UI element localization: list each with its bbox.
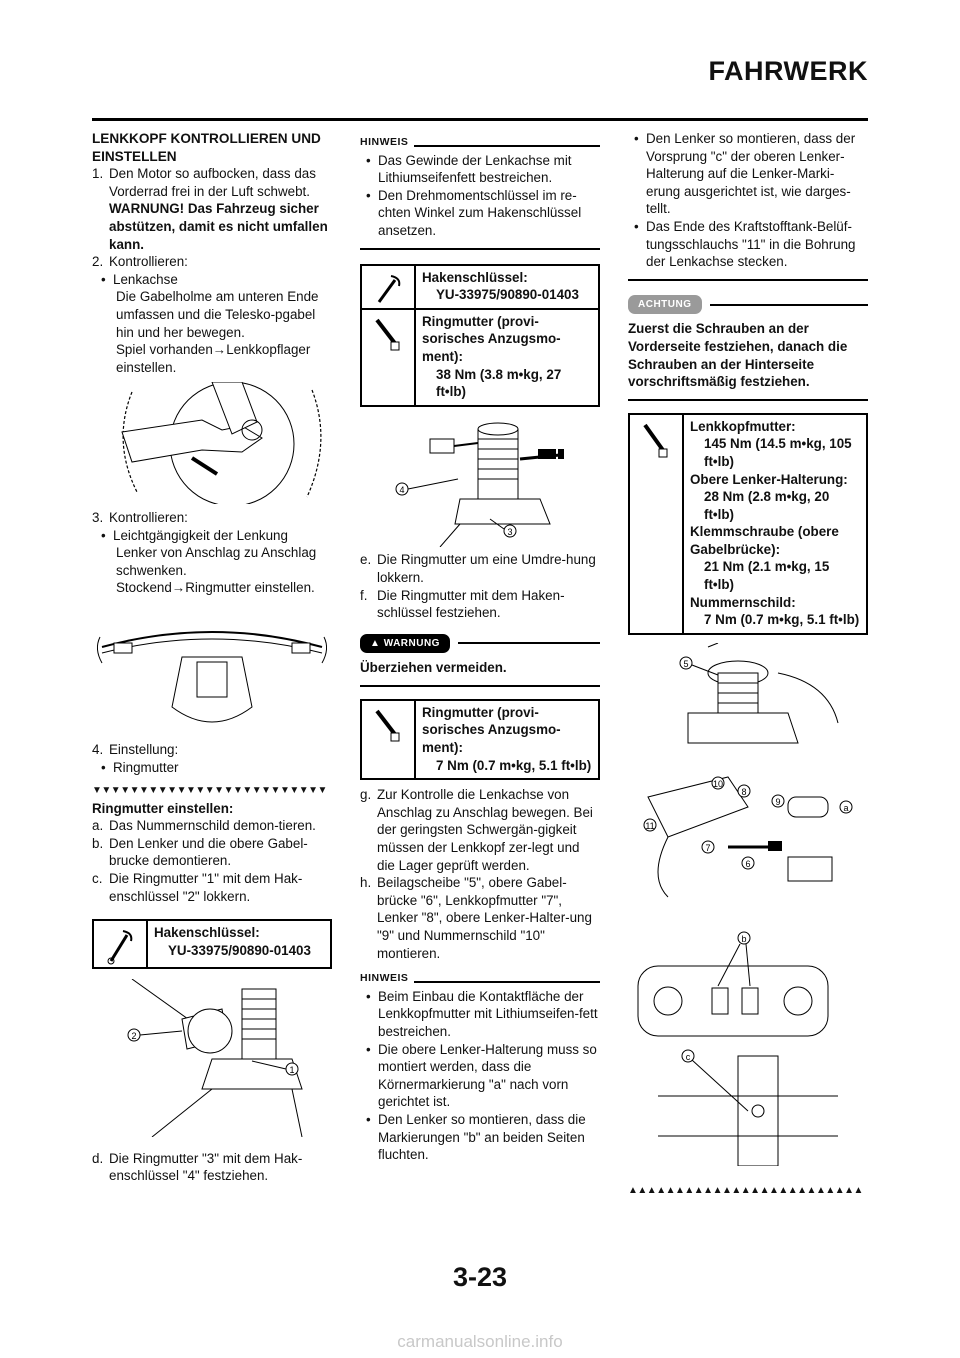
callout-8: 8 xyxy=(741,787,747,798)
bullet-lenkachse: • Lenkachse xyxy=(101,271,178,287)
sub-heading: Ringmutter einstellen: xyxy=(92,800,234,816)
figure-handlebar-turn xyxy=(92,607,332,737)
note-item: • Das Gewinde der Lenkachse mit Lithiumseifenfett bestreichen. xyxy=(366,152,572,186)
callout-6: 6 xyxy=(745,859,751,870)
column-2 xyxy=(360,130,600,1164)
arrow-icon: → xyxy=(171,580,186,596)
spec-box-hakenschluessel-2: Hakenschlüssel: YU-33975/90890-01403 xyxy=(360,264,600,310)
page-number: 3-23 xyxy=(452,1262,508,1292)
callout-1: 1 xyxy=(289,1065,295,1076)
watermark: carmanualsonline.info xyxy=(397,1332,563,1351)
step-a: a. Das Nummernschild demon-tieren. xyxy=(92,818,316,834)
callout-3: 3 xyxy=(507,526,513,537)
caution-end-rule xyxy=(628,399,868,401)
callout-7: 7 xyxy=(705,843,711,854)
step-4: 4. Einstellung: xyxy=(92,742,179,758)
warning-inline: WARNUNG! Das Fahrzeug sicher abstützen, damit es nicht umfallen kann. xyxy=(109,201,328,252)
warning-end-rule xyxy=(360,685,600,687)
note-item: • Den Lenker so montieren, dass die Markierungen "b" an beiden Seiten fluchten. xyxy=(366,1111,586,1163)
spec-box-ringmutter-7nm: Ringmutter (provi-sorisches Anzugsmo-ment): 7 Nm (0.7 m•kg, 5.1 ft•lb) xyxy=(360,699,600,780)
bullet-leichtgaengigkeit: • Leichtgängigkeit der Lenkung xyxy=(101,527,288,543)
warning-header: ▲ WARNUNG xyxy=(360,634,600,654)
figure-ring-nut-loosen xyxy=(92,979,332,1137)
figure-ring-nut-tighten xyxy=(360,419,600,547)
step-3: 3. Kontrollieren: xyxy=(92,509,188,525)
callout-9: 9 xyxy=(775,797,781,808)
note-item: • Den Lenker so montieren, dass der Vorsprung "c" der oberen Lenker-Halterung auf die Lenker-Marki-erung ausgerichtet ist, wie darges-tellt. xyxy=(634,131,856,217)
note-item: • Den Drehmomentschlüssel im re-chten Winkel zum Hakenschlüssel ansetzen. xyxy=(366,187,582,238)
note-header: HINWEIS xyxy=(360,970,600,988)
step-2: 2. Kontrollieren: xyxy=(92,254,188,270)
wrench-tool-icon xyxy=(362,266,416,308)
column-3 xyxy=(628,130,868,1197)
procedure-start-marker: ▼▼▼▼▼▼▼▼▼▼▼▼▼▼▼▼▼▼▼▼▼▼▼▼▼ xyxy=(92,784,327,796)
spec-box-hakenschluessel: Hakenschlüssel: YU-33975/90890-01403 xyxy=(92,919,332,969)
spec-box-ringmutter-38nm: Ringmutter (provi-sorisches Anzugsmo-ment): 38 Nm (3.8 m•kg, 27 ft•lb) xyxy=(360,308,600,407)
torque-wrench-icon xyxy=(362,701,416,778)
step-b: b. Den Lenker und die obere Gabel-brucke demontieren. xyxy=(92,835,308,869)
figure-handlebar-marks xyxy=(628,926,868,1166)
note-item: • Die obere Lenker-Halterung muss so montiert werden, dass die Körnermarkierung "a" nach vorn gerichtet ist. xyxy=(366,1041,597,1110)
note-end-rule xyxy=(360,248,600,250)
section-title: FAHRWERK xyxy=(708,56,868,86)
note-item: • Beim Einbau die Kontaktfläche der Lenkkopfmutter mit Lithiumseifen-fett bestreichen. xyxy=(366,988,598,1039)
warning-text: Überziehen vermeiden. xyxy=(360,660,507,676)
caution-header xyxy=(628,295,868,315)
figure-fork-check xyxy=(92,382,332,504)
callout-a: a xyxy=(843,803,849,814)
spec-box-tightening-torques: Lenkkopfmutter: 145 Nm (14.5 m•kg, 105 ft•lb) Obere Lenker-Halterung: 28 Nm (2.8 m•kg, 20 ft•lb) Klemmschraube (obere Gabelbrücke): 21 Nm (2.1 m•kg, 15 ft•lb) Nummernschild: 7 Nm (0.7 m•kg, 5.1 ft•lb) xyxy=(628,413,868,635)
wrench-tool-icon xyxy=(94,921,148,967)
step-1: 1. Den Motor so aufbocken, dass das Vorderrad frei in der Luft schwebt. WARNUNG! Das Fahrzeug sicher abstützen, damit es nicht umfallen kann. xyxy=(92,166,328,252)
procedure-end-marker: ▲▲▲▲▲▲▲▲▲▲▲▲▲▲▲▲▲▲▲▲▲▲▲▲▲ xyxy=(628,1184,863,1196)
torque-wrench-icon xyxy=(630,415,684,633)
section-heading: LENKKOPF KONTROLLIEREN UND EINSTELLEN xyxy=(92,131,321,164)
caution-text: Zuerst die Schrauben an der Vorderseite festziehen, danach die Schrauben an der Hinterseite vorschriftsmäßig festziehen. xyxy=(628,321,848,390)
torque-wrench-icon xyxy=(362,310,416,405)
step-g: g. Zur Kontrolle die Lenkachse von Anschlag zu Anschlag bewegen. Bei der geringsten Schwergän-gigkeit müssen der Lenkkopf zer-legt und die Lager geprüft werden. xyxy=(360,787,593,873)
step-h: h. Beilagscheibe "5", obere Gabel-brücke "6", Lenkkopfmutter "7", Lenker "8", obere Lenker-Halter-ung "9" und Nummernschild "10" montieren. xyxy=(360,875,592,961)
caution-badge: ACHTUNG xyxy=(628,295,702,315)
arrow-icon: → xyxy=(212,342,227,358)
callout-4: 4 xyxy=(399,484,405,495)
figure-upper-bracket xyxy=(628,767,868,907)
callout-11: 11 xyxy=(645,821,655,832)
column-1: LENKKOPF KONTROLLIEREN UND EINSTELLEN 1. Den Motor so aufbocken, dass das Vorderrad frei in der Luft schwebt. WARNUNG! Das Fahrzeug sicher abstützen, damit es nicht umfallen kann. 2. Kontrollieren: • Lenkachse Die Gabelholme am unteren Ende umfassen und die Telesko-pgabel hin und her bewegen. Spiel vorhanden→Lenkkopflager einstellen. 3. Kontrollieren: • Leichtgängigkeit der Lenkung Lenker von Anschlag zu Anschlag schwenken. Stockend→Ringmutter einstellen. 4. Einstellung: • Ringmutter ▼▼▼▼▼▼▼▼▼▼▼▼▼▼▼▼▼▼▼▼▼▼▼▼▼ Ringmutter einstellen: a. Das Nummernschild demon-tieren. b. Den Lenker und die obere Gabel-brucke demontieren. c. Die Ringmutter "1" mit dem Hak-enschlüssel "2" lokkern. Hakenschlüssel: YU-33975/90890-01403 2 1 d. Die Ringmutter "3" mit dem Hak-enschlüssel "4" festziehen. xyxy=(92,130,332,1185)
step-c: c. Die Ringmutter "1" mit dem Hak-enschlüssel "2" lokkern. xyxy=(92,871,303,904)
callout-c: c xyxy=(685,1052,691,1063)
callout-2: 2 xyxy=(131,1031,137,1042)
callout-10: 10 xyxy=(712,779,724,790)
header-rule xyxy=(92,118,868,121)
note-end-rule xyxy=(628,279,868,281)
callout-b: b xyxy=(741,934,747,945)
step-f: f. Die Ringmutter mit dem Haken-schlüssel festziehen. xyxy=(360,587,565,621)
step-e: e. Die Ringmutter um eine Umdre-hung lokkern. xyxy=(360,552,596,585)
bullet-ringmutter: • Ringmutter xyxy=(101,760,179,776)
note-item: • Das Ende des Kraftstofftank-Belüf-tungsschlauchs "11" in die Bohrung der Lenkachse stecken. xyxy=(634,218,856,270)
figure-steering-stem-nut xyxy=(628,643,868,763)
callout-5: 5 xyxy=(683,658,689,669)
warning-triangle-icon: ▲ xyxy=(370,637,384,649)
note-header: HINWEIS xyxy=(360,134,600,152)
step-d: d. Die Ringmutter "3" mit dem Hak-enschlüssel "4" festziehen. xyxy=(92,1150,303,1184)
